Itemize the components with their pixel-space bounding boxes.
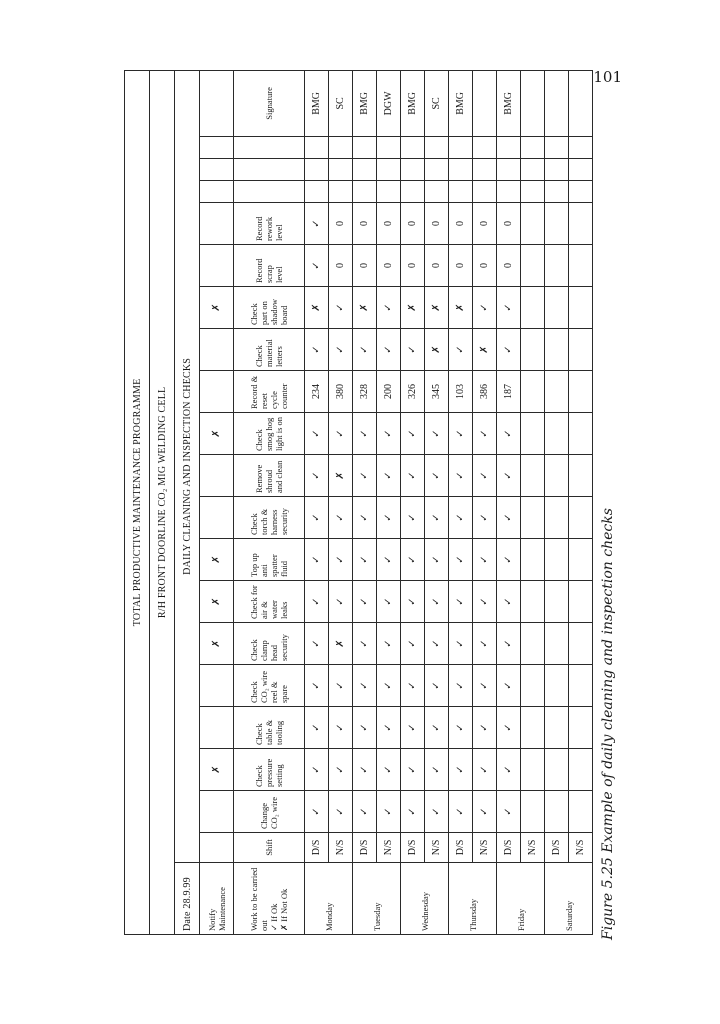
check-cell: ✓ bbox=[305, 707, 329, 749]
check-cell: ✓ bbox=[449, 539, 473, 581]
check-cell: 0 bbox=[329, 245, 353, 287]
signature-cell: DGW bbox=[377, 70, 401, 136]
check-cell: ✗ bbox=[353, 287, 377, 329]
column-header: Record scrap level bbox=[234, 245, 305, 287]
check-cell: 0 bbox=[377, 203, 401, 245]
check-cell: 0 bbox=[449, 245, 473, 287]
check-cell: ✓ bbox=[473, 497, 497, 539]
check-cell: ✓ bbox=[497, 665, 521, 707]
check-cell: ✓ bbox=[449, 413, 473, 455]
check-cell: ✓ bbox=[497, 707, 521, 749]
check-cell: ✗ bbox=[425, 329, 449, 371]
check-cell bbox=[521, 749, 545, 791]
check-cell: ✓ bbox=[497, 455, 521, 497]
column-header: Change CO₂ wire bbox=[234, 791, 305, 833]
column-header: Check table & tooling bbox=[234, 707, 305, 749]
check-cell: ✓ bbox=[473, 791, 497, 833]
check-cell bbox=[569, 497, 593, 539]
check-cell: ✓ bbox=[329, 581, 353, 623]
check-cell: ✓ bbox=[329, 539, 353, 581]
check-cell: ✓ bbox=[497, 329, 521, 371]
check-cell: 328 bbox=[353, 371, 377, 413]
check-cell: ✓ bbox=[449, 455, 473, 497]
table-row bbox=[305, 70, 329, 934]
check-cell: ✗ bbox=[401, 287, 425, 329]
check-cell: ✓ bbox=[377, 287, 401, 329]
check-cell bbox=[545, 665, 569, 707]
check-cell: ✓ bbox=[401, 539, 425, 581]
check-cell: ✓ bbox=[425, 413, 449, 455]
check-cell bbox=[569, 245, 593, 287]
check-cell: ✓ bbox=[449, 791, 473, 833]
check-cell: 103 bbox=[449, 371, 473, 413]
check-cell: ✓ bbox=[329, 791, 353, 833]
check-cell: ✓ bbox=[353, 665, 377, 707]
day-label: Wednesday bbox=[401, 863, 449, 935]
check-cell: ✓ bbox=[377, 413, 401, 455]
check-cell: ✓ bbox=[401, 791, 425, 833]
check-cell: ✓ bbox=[377, 581, 401, 623]
column-header: Check CO₂ wire reel & spare bbox=[234, 665, 305, 707]
check-cell: ✓ bbox=[353, 707, 377, 749]
notify-mark: ✗ bbox=[200, 623, 234, 665]
check-cell: ✓ bbox=[353, 455, 377, 497]
check-cell bbox=[569, 539, 593, 581]
check-cell: 0 bbox=[401, 245, 425, 287]
day-label: Monday bbox=[305, 863, 353, 935]
check-cell: 0 bbox=[425, 203, 449, 245]
check-cell: ✓ bbox=[353, 329, 377, 371]
notify-mark bbox=[200, 371, 234, 413]
check-cell bbox=[521, 371, 545, 413]
shift-header: Shift bbox=[234, 833, 305, 863]
check-cell bbox=[545, 371, 569, 413]
check-cell bbox=[521, 581, 545, 623]
legend-ok: ✓ If Ok bbox=[269, 903, 279, 931]
check-cell: ✓ bbox=[377, 791, 401, 833]
notify-mark bbox=[200, 455, 234, 497]
notify-mark: ✗ bbox=[200, 749, 234, 791]
check-cell: ✓ bbox=[377, 707, 401, 749]
signature-cell: SC bbox=[425, 70, 449, 136]
signature-cell: BMG bbox=[305, 70, 329, 136]
check-cell bbox=[521, 539, 545, 581]
signature-cell bbox=[545, 70, 569, 136]
check-cell: ✓ bbox=[305, 665, 329, 707]
check-cell bbox=[569, 665, 593, 707]
check-cell: ✓ bbox=[425, 749, 449, 791]
check-cell bbox=[569, 707, 593, 749]
check-cell bbox=[569, 623, 593, 665]
check-cell bbox=[569, 203, 593, 245]
check-cell: ✓ bbox=[449, 497, 473, 539]
table-row bbox=[569, 70, 593, 934]
check-cell bbox=[545, 707, 569, 749]
check-cell: ✓ bbox=[305, 203, 329, 245]
check-cell: ✓ bbox=[353, 749, 377, 791]
check-cell bbox=[521, 497, 545, 539]
day-label: Thursday bbox=[449, 863, 497, 935]
check-cell bbox=[521, 203, 545, 245]
check-cell: ✓ bbox=[497, 497, 521, 539]
check-cell bbox=[521, 413, 545, 455]
day-label: Saturday bbox=[545, 863, 593, 935]
check-cell bbox=[521, 707, 545, 749]
check-cell: ✓ bbox=[473, 707, 497, 749]
check-cell: ✓ bbox=[305, 455, 329, 497]
check-cell: ✓ bbox=[377, 539, 401, 581]
check-cell bbox=[545, 329, 569, 371]
check-cell: ✓ bbox=[353, 791, 377, 833]
check-cell: ✓ bbox=[305, 623, 329, 665]
notify-mark bbox=[200, 707, 234, 749]
check-cell: ✓ bbox=[425, 665, 449, 707]
check-cell bbox=[569, 329, 593, 371]
check-cell: 0 bbox=[353, 203, 377, 245]
notify-mark: ✗ bbox=[200, 581, 234, 623]
check-cell: ✓ bbox=[425, 581, 449, 623]
check-cell: ✓ bbox=[329, 329, 353, 371]
shift-cell: N/S bbox=[569, 833, 593, 863]
signature-cell bbox=[569, 70, 593, 136]
table-row bbox=[353, 70, 377, 934]
check-cell: ✓ bbox=[473, 623, 497, 665]
check-cell bbox=[545, 581, 569, 623]
check-cell: ✓ bbox=[353, 497, 377, 539]
check-cell: ✓ bbox=[329, 749, 353, 791]
check-cell: ✓ bbox=[425, 791, 449, 833]
signature-cell: BMG bbox=[401, 70, 425, 136]
notify-mark bbox=[200, 791, 234, 833]
check-cell: ✓ bbox=[305, 539, 329, 581]
legend-not-ok: ✗ If Not Ok bbox=[279, 888, 290, 931]
check-cell: ✓ bbox=[305, 245, 329, 287]
shift-cell: D/S bbox=[497, 833, 521, 863]
check-cell: 200 bbox=[377, 371, 401, 413]
cell-title: R/H FRONT DOORLINE CO₂ MIG WELDING CELL bbox=[150, 70, 175, 934]
check-cell: ✓ bbox=[329, 707, 353, 749]
check-cell: ✓ bbox=[305, 749, 329, 791]
check-cell bbox=[521, 791, 545, 833]
table-row bbox=[473, 70, 497, 934]
signature-cell: BMG bbox=[353, 70, 377, 136]
check-cell: ✓ bbox=[305, 413, 329, 455]
check-cell bbox=[545, 203, 569, 245]
table-row bbox=[497, 70, 521, 934]
signature-cell bbox=[521, 70, 545, 136]
check-cell: ✓ bbox=[473, 539, 497, 581]
check-cell: ✓ bbox=[401, 707, 425, 749]
column-header: Top up anti spatter fluid bbox=[234, 539, 305, 581]
check-cell: ✓ bbox=[473, 665, 497, 707]
day-label: Friday bbox=[497, 863, 545, 935]
shift-cell: N/S bbox=[329, 833, 353, 863]
check-cell: ✓ bbox=[377, 329, 401, 371]
check-cell: ✓ bbox=[401, 581, 425, 623]
check-cell: ✓ bbox=[449, 665, 473, 707]
check-cell: ✓ bbox=[329, 665, 353, 707]
table-row bbox=[401, 70, 425, 934]
check-cell bbox=[545, 623, 569, 665]
check-cell: ✓ bbox=[377, 455, 401, 497]
check-cell: ✓ bbox=[449, 749, 473, 791]
check-cell: ✗ bbox=[305, 287, 329, 329]
check-cell: ✓ bbox=[449, 581, 473, 623]
check-cell bbox=[521, 623, 545, 665]
check-cell: 0 bbox=[353, 245, 377, 287]
shift-cell: N/S bbox=[521, 833, 545, 863]
check-cell: ✗ bbox=[329, 623, 353, 665]
check-cell: ✓ bbox=[473, 287, 497, 329]
notify-mark bbox=[200, 203, 234, 245]
check-cell: ✓ bbox=[497, 581, 521, 623]
check-cell: ✓ bbox=[497, 791, 521, 833]
check-cell: ✓ bbox=[401, 413, 425, 455]
check-cell bbox=[545, 539, 569, 581]
check-cell: 0 bbox=[473, 203, 497, 245]
check-cell: ✓ bbox=[377, 665, 401, 707]
check-cell: ✗ bbox=[329, 455, 353, 497]
check-cell bbox=[545, 287, 569, 329]
check-cell bbox=[545, 413, 569, 455]
maintenance-checklist-table bbox=[124, 70, 593, 935]
check-cell: ✓ bbox=[473, 455, 497, 497]
shift-cell: N/S bbox=[377, 833, 401, 863]
column-header: Check clamp head security bbox=[234, 623, 305, 665]
shift-cell: N/S bbox=[473, 833, 497, 863]
check-cell: ✓ bbox=[497, 749, 521, 791]
check-cell: ✗ bbox=[425, 287, 449, 329]
notify-mark: ✗ bbox=[200, 413, 234, 455]
column-header: Check torch & harness security bbox=[234, 497, 305, 539]
work-label: Work to be carried out bbox=[248, 867, 269, 931]
figure-caption: Figure 5.25 Example of daily cleaning and inspection checks bbox=[600, 508, 616, 940]
check-cell: ✓ bbox=[401, 497, 425, 539]
check-cell bbox=[569, 413, 593, 455]
check-cell: 0 bbox=[497, 245, 521, 287]
check-cell: 0 bbox=[425, 245, 449, 287]
check-cell: 0 bbox=[329, 203, 353, 245]
check-cell: 0 bbox=[473, 245, 497, 287]
check-cell: ✓ bbox=[329, 497, 353, 539]
check-cell bbox=[521, 665, 545, 707]
check-cell: 0 bbox=[449, 203, 473, 245]
check-cell: 345 bbox=[425, 371, 449, 413]
check-cell: ✓ bbox=[353, 623, 377, 665]
check-cell bbox=[521, 245, 545, 287]
check-cell: ✓ bbox=[497, 623, 521, 665]
check-cell: ✓ bbox=[473, 749, 497, 791]
check-cell bbox=[545, 791, 569, 833]
check-cell: 187 bbox=[497, 371, 521, 413]
check-cell: 380 bbox=[329, 371, 353, 413]
check-cell: 0 bbox=[401, 203, 425, 245]
check-cell: ✓ bbox=[353, 413, 377, 455]
rotated-form bbox=[124, 87, 592, 935]
section-title: DAILY CLEANING AND INSPECTION CHECKS bbox=[175, 70, 200, 862]
column-header: Check smog hog light is on bbox=[234, 413, 305, 455]
check-cell: ✓ bbox=[401, 329, 425, 371]
check-cell: ✓ bbox=[377, 497, 401, 539]
check-cell: ✓ bbox=[401, 665, 425, 707]
signature-cell: BMG bbox=[497, 70, 521, 136]
table-row bbox=[425, 70, 449, 934]
check-cell: ✓ bbox=[401, 455, 425, 497]
table-row bbox=[377, 70, 401, 934]
notify-mark: ✗ bbox=[200, 539, 234, 581]
table-row bbox=[449, 70, 473, 934]
check-cell bbox=[521, 287, 545, 329]
check-cell: ✓ bbox=[473, 581, 497, 623]
column-header: Check for air & water leaks bbox=[234, 581, 305, 623]
form-date: Date 28.9.99 bbox=[175, 863, 200, 935]
check-cell: ✓ bbox=[329, 413, 353, 455]
check-cell: ✓ bbox=[305, 329, 329, 371]
check-cell bbox=[569, 287, 593, 329]
column-header: Remove shroud and clean bbox=[234, 455, 305, 497]
notify-mark bbox=[200, 497, 234, 539]
check-cell bbox=[569, 791, 593, 833]
check-cell: ✓ bbox=[425, 455, 449, 497]
column-header: Check part on shadow board bbox=[234, 287, 305, 329]
shift-cell: D/S bbox=[353, 833, 377, 863]
check-cell: ✓ bbox=[353, 581, 377, 623]
column-header: Record rework level bbox=[234, 203, 305, 245]
table-row bbox=[545, 70, 569, 934]
table-row bbox=[329, 70, 353, 934]
check-cell bbox=[569, 581, 593, 623]
check-cell: ✓ bbox=[425, 623, 449, 665]
check-cell bbox=[569, 749, 593, 791]
signature-cell bbox=[473, 70, 497, 136]
check-cell: ✓ bbox=[449, 707, 473, 749]
check-cell bbox=[521, 329, 545, 371]
signature-header: Signature bbox=[234, 70, 305, 136]
check-cell: ✓ bbox=[497, 287, 521, 329]
check-cell: ✓ bbox=[473, 413, 497, 455]
check-cell bbox=[569, 455, 593, 497]
column-header: Check material letters bbox=[234, 329, 305, 371]
check-cell: ✓ bbox=[425, 707, 449, 749]
signature-cell: SC bbox=[329, 70, 353, 136]
check-cell: ✓ bbox=[305, 581, 329, 623]
check-cell: ✓ bbox=[377, 623, 401, 665]
table-row bbox=[521, 70, 545, 934]
check-cell: ✓ bbox=[401, 623, 425, 665]
notify-mark: ✗ bbox=[200, 287, 234, 329]
shift-cell: D/S bbox=[401, 833, 425, 863]
notify-mark bbox=[200, 245, 234, 287]
column-header: Check pressure setting bbox=[234, 749, 305, 791]
notify-maintenance-label: Notify Maintenance bbox=[200, 863, 234, 935]
check-cell: 234 bbox=[305, 371, 329, 413]
check-cell: ✓ bbox=[497, 539, 521, 581]
shift-cell: D/S bbox=[305, 833, 329, 863]
check-cell: ✓ bbox=[305, 497, 329, 539]
shift-cell: D/S bbox=[449, 833, 473, 863]
check-cell bbox=[521, 455, 545, 497]
notify-mark bbox=[200, 329, 234, 371]
check-cell bbox=[569, 371, 593, 413]
check-cell: 0 bbox=[497, 203, 521, 245]
signature-cell: BMG bbox=[449, 70, 473, 136]
notify-mark bbox=[200, 665, 234, 707]
check-cell: ✓ bbox=[353, 539, 377, 581]
check-cell: ✓ bbox=[377, 749, 401, 791]
check-cell: ✓ bbox=[401, 749, 425, 791]
check-cell: ✓ bbox=[425, 539, 449, 581]
check-cell: ✗ bbox=[449, 287, 473, 329]
check-cell: ✓ bbox=[449, 623, 473, 665]
check-cell: 0 bbox=[377, 245, 401, 287]
day-label: Tuesday bbox=[353, 863, 401, 935]
check-cell: ✓ bbox=[425, 497, 449, 539]
work-legend bbox=[234, 863, 305, 935]
column-header: Record & reset cycle counter bbox=[234, 371, 305, 413]
check-cell: 386 bbox=[473, 371, 497, 413]
check-cell bbox=[545, 749, 569, 791]
check-cell: 326 bbox=[401, 371, 425, 413]
check-cell bbox=[545, 497, 569, 539]
check-cell bbox=[545, 455, 569, 497]
check-cell: ✓ bbox=[329, 287, 353, 329]
check-cell: ✗ bbox=[473, 329, 497, 371]
programme-title: TOTAL PRODUCTIVE MAINTENANCE PROGRAMME bbox=[125, 70, 150, 934]
shift-cell: N/S bbox=[425, 833, 449, 863]
page-number: 101 bbox=[593, 68, 622, 86]
check-cell: ✓ bbox=[497, 413, 521, 455]
shift-cell: D/S bbox=[545, 833, 569, 863]
check-cell: ✓ bbox=[305, 791, 329, 833]
check-cell: ✓ bbox=[449, 329, 473, 371]
check-cell bbox=[545, 245, 569, 287]
